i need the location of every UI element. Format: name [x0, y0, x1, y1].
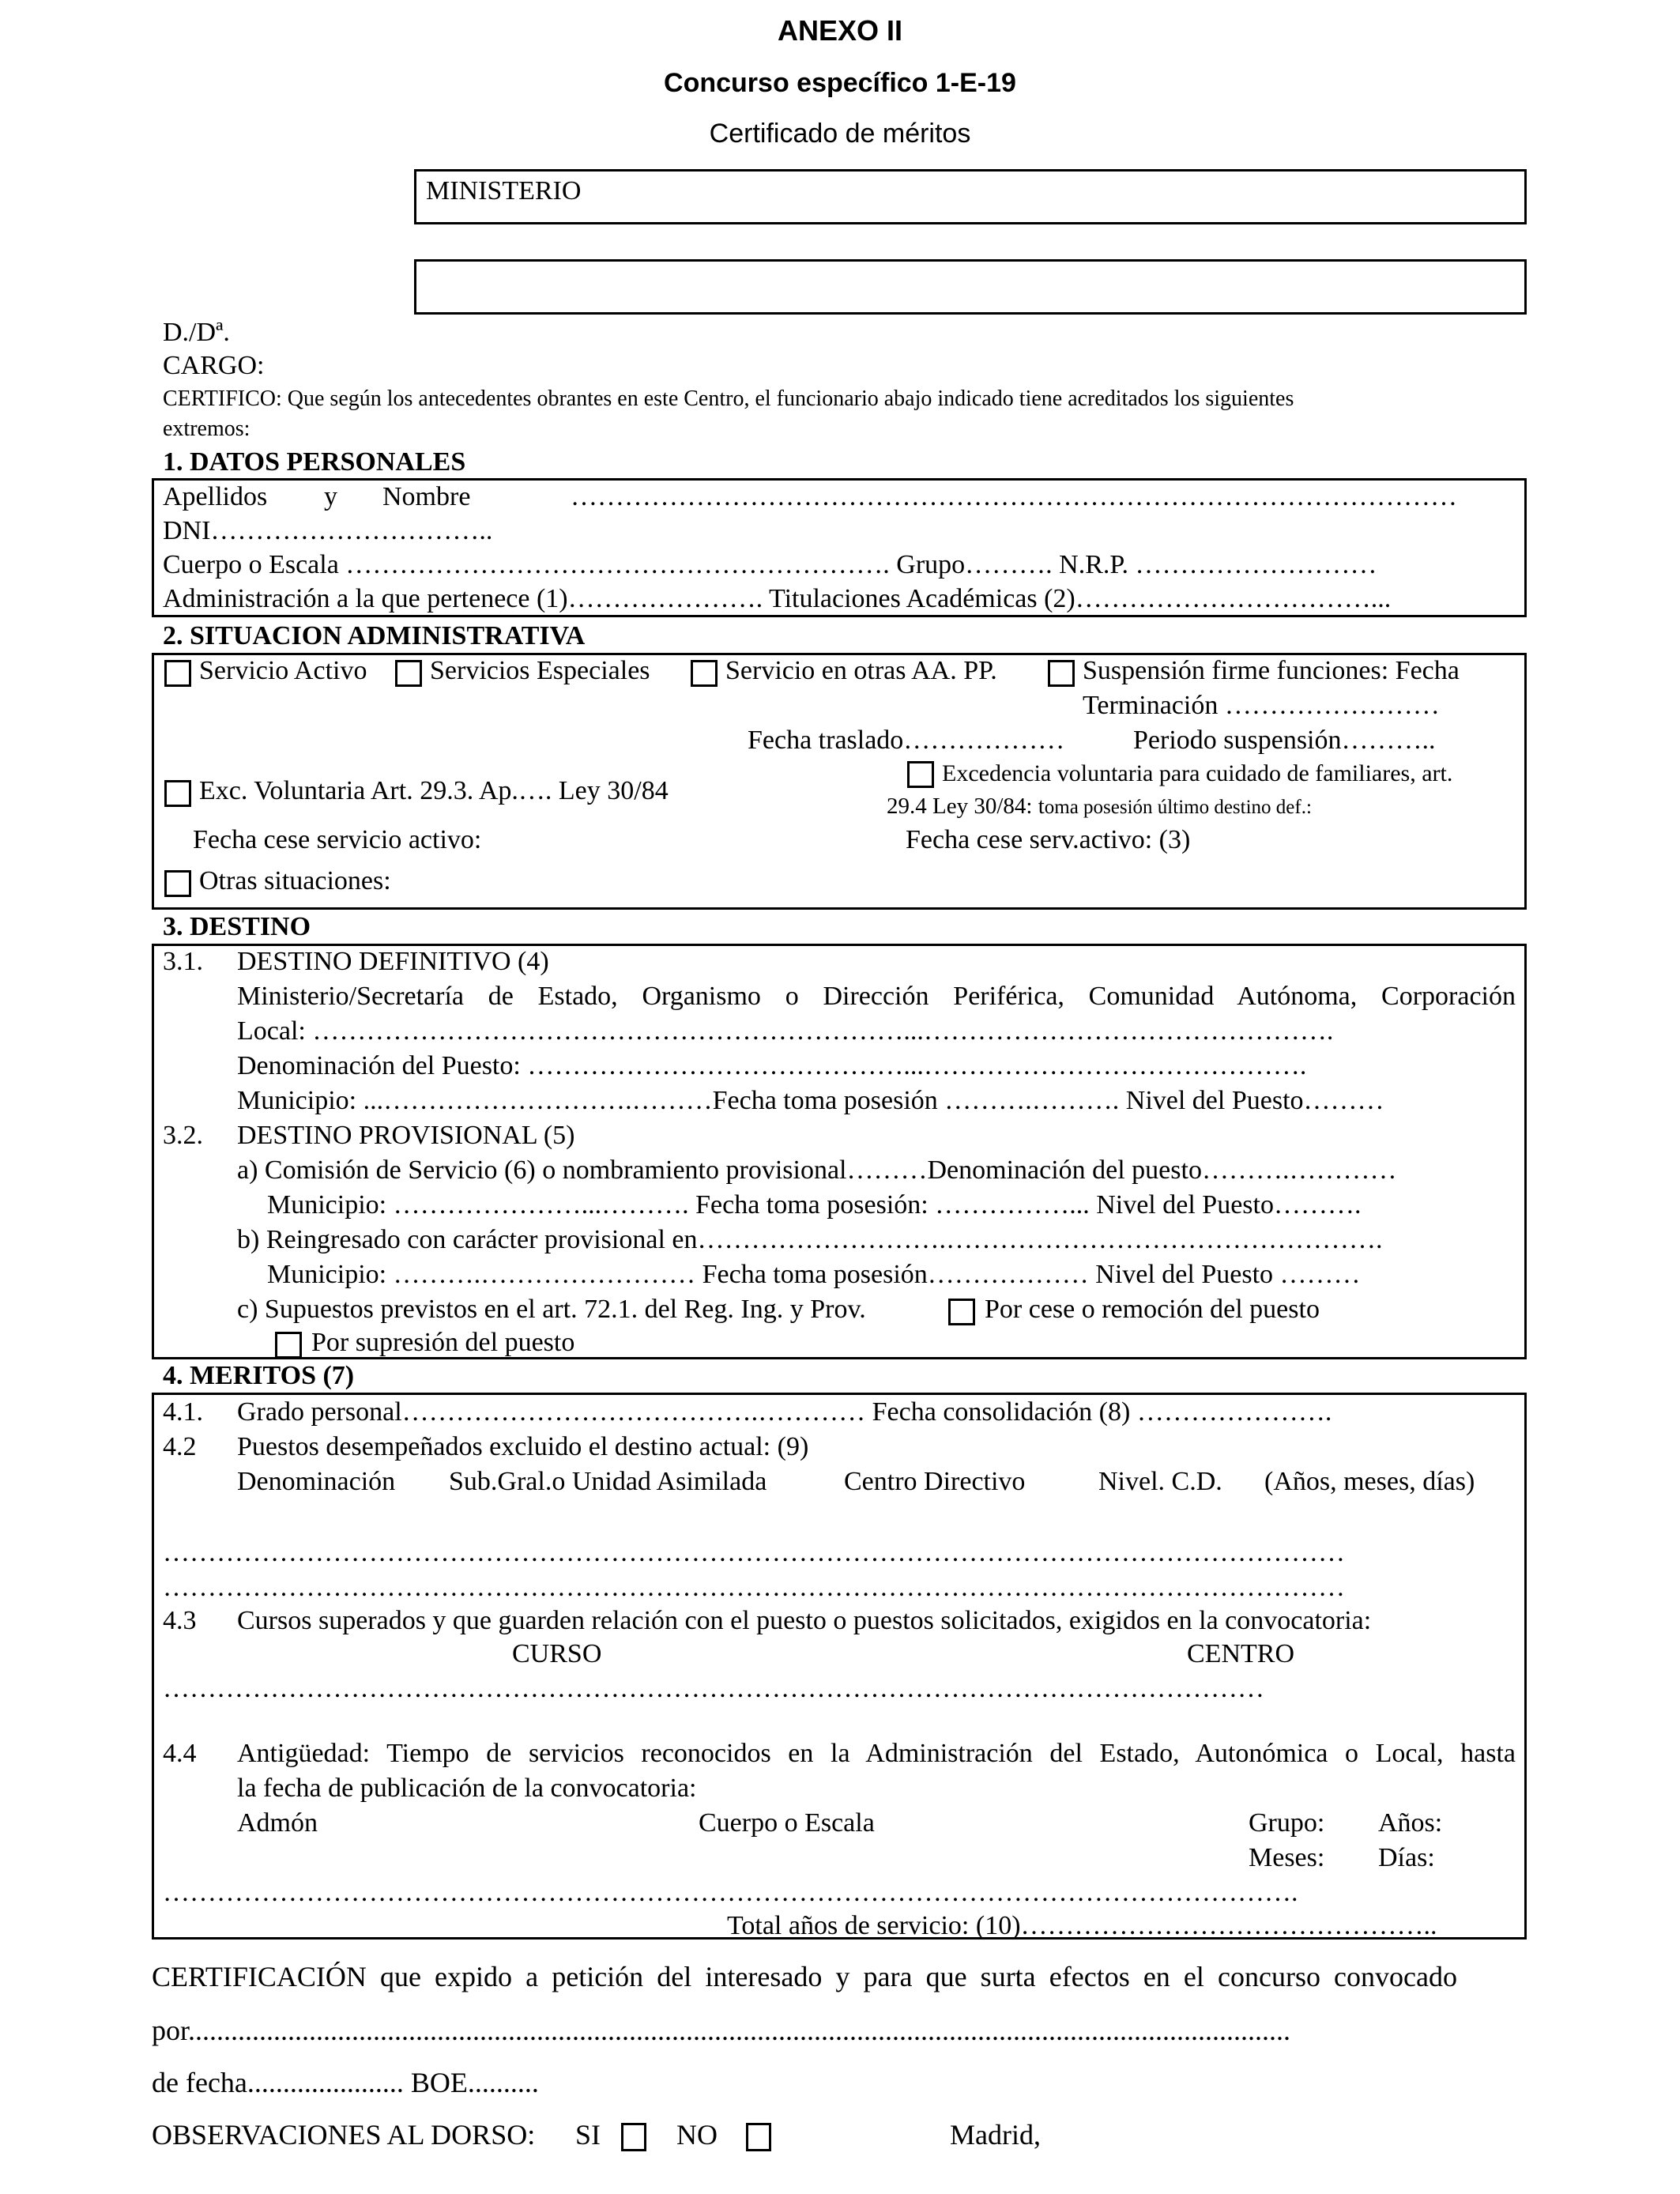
- col-centro: CENTRO: [1187, 1639, 1294, 1668]
- ministerio-label: MINISTERIO: [426, 176, 582, 205]
- destino-provisional-title: DESTINO PROVISIONAL (5): [237, 1121, 575, 1150]
- cuerpo-grupo-nrp-line[interactable]: Cuerpo o Escala ……………………………………………………. Grupo………. N.R.P. ………………………: [163, 550, 1377, 579]
- cargo-label: CARGO:: [163, 351, 265, 380]
- comision-servicio-line[interactable]: a) Comisión de Servicio (6) o nombramiento provisional………Denominación del puesto……….…………: [237, 1155, 1397, 1185]
- num-4-4: 4.4: [163, 1739, 197, 1768]
- apellidos-field[interactable]: ………………………………………………………………………………………: [571, 482, 1457, 511]
- col-denominacion: Denominación: [237, 1467, 396, 1496]
- anexo-title: ANEXO II: [777, 14, 903, 47]
- excedencia-familiares-label-cont: [887, 794, 1312, 820]
- section-1-title: 1. DATOS PERSONALES: [163, 447, 466, 477]
- reingresado-municipio[interactable]: Municipio: ……….…………………… Fecha toma posesión……………… Nivel del Puesto ………: [267, 1260, 1361, 1289]
- suspension-checkbox[interactable]: [1048, 660, 1075, 687]
- col-anos: Años:: [1378, 1808, 1443, 1838]
- excedencia-familiares-law: 29.4 Ley 30/84: t: [887, 794, 1045, 819]
- dni-field[interactable]: DNI…………………………..: [163, 516, 493, 545]
- col-curso: CURSO: [512, 1639, 602, 1668]
- fecha-traslado-field[interactable]: Fecha traslado………………: [748, 726, 1065, 755]
- antiguedad-dots[interactable]: ……………………………………………………………………………………………………………….: [163, 1878, 1298, 1907]
- fecha-boe-field[interactable]: de fecha...................... BOE..........: [152, 2067, 539, 2098]
- si-label: SI: [575, 2119, 601, 2151]
- excedencia-familiares-toma: oma posesión último destino def.:: [1044, 797, 1312, 818]
- destino-definitivo-local[interactable]: Local: …………………………………………………………...……………………………………….: [237, 1016, 1334, 1046]
- num-3-1: 3.1.: [163, 947, 203, 976]
- antiguedad-label: Antigüedad: Tiempo de servicios reconocidos en la Administración del Estado, Autonómica o Local, hasta: [237, 1739, 1516, 1768]
- puestos-dots-2[interactable]: ……………………………………………………………………………………………………………………: [163, 1573, 1345, 1602]
- num-4-3: 4.3: [163, 1606, 197, 1635]
- no-label: NO: [676, 2119, 718, 2151]
- num-3-2: 3.2.: [163, 1121, 203, 1150]
- ministerio-second-box[interactable]: [414, 259, 1527, 315]
- destino-definitivo-municipio[interactable]: Municipio: ...……………………….………Fecha toma posesión ……….………. Nivel del Puesto………: [237, 1086, 1384, 1115]
- col-dias: Días:: [1378, 1843, 1435, 1872]
- si-checkbox[interactable]: [621, 2123, 646, 2151]
- madrid-label: Madrid,: [950, 2119, 1041, 2151]
- supresion-puesto-checkbox[interactable]: [275, 1332, 302, 1359]
- comision-servicio-municipio[interactable]: Municipio: …………………...………. Fecha toma posesión: ……………... Nivel del Puesto……….: [267, 1190, 1362, 1220]
- otras-aapp-label: Servicio en otras AA. PP.: [725, 656, 997, 685]
- col-centro-directivo: Centro Directivo: [844, 1467, 1026, 1496]
- cese-remocion-label: Por cese o remoción del puesto: [985, 1295, 1320, 1324]
- col-meses: Meses:: [1249, 1843, 1325, 1872]
- nombre-label: Nombre: [382, 482, 471, 511]
- section-4-title: 4. MERITOS (7): [163, 1361, 355, 1390]
- col-grupo: Grupo:: [1249, 1808, 1325, 1838]
- exc-voluntaria-checkbox[interactable]: [164, 780, 191, 807]
- certificacion-text: CERTIFICACIÓN que expido a petición del interesado y para que surta efectos en el concurso convocado: [152, 1961, 1457, 1992]
- apellidos-y: y: [324, 482, 337, 511]
- section-2-title: 2. SITUACION ADMINISTRATIVA: [163, 621, 586, 650]
- puestos-desempenados-label: Puestos desempeñados excluido el destino actual: (9): [237, 1432, 809, 1461]
- exc-voluntaria-label: Exc. Voluntaria Art. 29.3. Ap.…. Ley 30/84: [199, 776, 669, 805]
- cursos-superados-label: Cursos superados y que guarden relación con el puesto o puestos solicitados, exigidos en la convocatoria:: [237, 1606, 1372, 1635]
- supuestos-previstos-label: c) Supuestos previstos en el art. 72.1. del Reg. Ing. y Prov.: [237, 1295, 866, 1324]
- grado-personal-line[interactable]: Grado personal………………………………….………… Fecha consolidación (8) ………………….: [237, 1397, 1332, 1427]
- col-cuerpo-escala: Cuerpo o Escala: [699, 1808, 875, 1838]
- certifico-text-cont: extremos:: [163, 417, 250, 441]
- num-4-2: 4.2: [163, 1432, 197, 1461]
- excedencia-familiares-checkbox[interactable]: [907, 761, 934, 788]
- otras-situaciones-checkbox[interactable]: [164, 870, 191, 897]
- puestos-dots-1[interactable]: ……………………………………………………………………………………………………………………: [163, 1538, 1345, 1567]
- num-4-1: 4.1.: [163, 1397, 203, 1427]
- antiguedad-label-cont: la fecha de publicación de la convocatoria:: [237, 1774, 697, 1803]
- certificado-subtitle: Certificado de méritos: [709, 119, 971, 149]
- servicios-especiales-checkbox[interactable]: [395, 660, 422, 687]
- col-nivel-cd: Nivel. C.D.: [1098, 1467, 1222, 1496]
- observaciones-label: OBSERVACIONES AL DORSO:: [152, 2119, 536, 2151]
- certifico-text: CERTIFICO: Que según los antecedentes obrantes en este Centro, el funcionario abajo indicado tiene acreditados los siguientes: [163, 386, 1294, 411]
- servicios-especiales-label: Servicios Especiales: [430, 656, 650, 685]
- ministerio-box[interactable]: [414, 169, 1527, 224]
- fecha-cese-serv-activo-3[interactable]: Fecha cese serv.activo: (3): [906, 825, 1191, 854]
- col-anos-meses-dias: (Años, meses, días): [1264, 1467, 1475, 1496]
- total-anos-servicio[interactable]: Total años de servicio: (10)………………………………………..: [727, 1911, 1437, 1940]
- concurso-title: Concurso específico 1-E-19: [664, 68, 1016, 98]
- apellidos-label: Apellidos: [163, 482, 268, 511]
- supresion-puesto-label: Por supresión del puesto: [311, 1328, 575, 1357]
- dd-label: D./Dª.: [163, 318, 230, 347]
- col-subgral: Sub.Gral.o Unidad Asimilada: [449, 1467, 767, 1496]
- servicio-activo-checkbox[interactable]: [164, 660, 191, 687]
- destino-definitivo-title: DESTINO DEFINITIVO (4): [237, 947, 549, 976]
- no-checkbox[interactable]: [746, 2123, 771, 2151]
- cursos-dots[interactable]: ……………………………………………………………………………………………………………: [163, 1674, 1264, 1703]
- admin-titulaciones-line[interactable]: Administración a la que pertenece (1)…………………. Titulaciones Académicas (2)……………………………...: [163, 584, 1392, 613]
- cese-remocion-checkbox[interactable]: [948, 1299, 975, 1325]
- fecha-cese-servicio-activo[interactable]: Fecha cese servicio activo:: [193, 825, 482, 854]
- col-admon: Admón: [237, 1808, 318, 1838]
- servicio-activo-label: Servicio Activo: [199, 656, 367, 685]
- destino-definitivo-denominacion[interactable]: Denominación del Puesto: ……………………………………...…………………………………….: [237, 1051, 1307, 1080]
- periodo-suspension-field[interactable]: Periodo suspensión………..: [1133, 726, 1436, 755]
- excedencia-familiares-label: Excedencia voluntaria para cuidado de familiares, art.: [942, 760, 1453, 786]
- otras-situaciones-label: Otras situaciones:: [199, 866, 391, 895]
- reingresado-line[interactable]: b) Reingresado con carácter provisional en……………………….………………………………………….: [237, 1225, 1383, 1254]
- destino-definitivo-text: Ministerio/Secretaría de Estado, Organismo o Dirección Periférica, Comunidad Autónoma, Corporación: [237, 982, 1516, 1011]
- otras-aapp-checkbox[interactable]: [691, 660, 718, 687]
- section-3-title: 3. DESTINO: [163, 912, 311, 941]
- por-field[interactable]: por...........................................................................................................................................................: [152, 2015, 1291, 2046]
- terminacion-field[interactable]: Terminación ……………………: [1083, 691, 1440, 720]
- suspension-label: Suspensión firme funciones: Fecha: [1083, 656, 1460, 685]
